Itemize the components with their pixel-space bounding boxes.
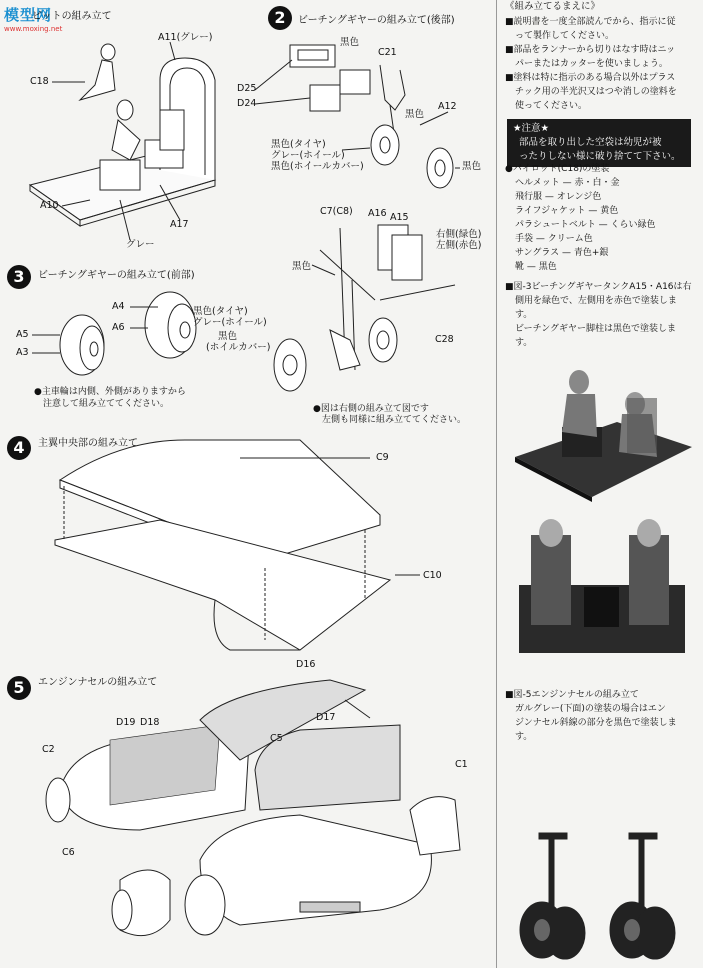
step1-title: ピットの組み立て xyxy=(32,11,112,22)
label-c21: C21 xyxy=(378,47,397,58)
step4-number: 4 xyxy=(7,436,31,460)
note-line: 側用を緑色で、左側用を赤色で塗装しま xyxy=(515,296,677,306)
note-line: ■部品をランナーから切りはなす時はニッ xyxy=(505,45,676,55)
seats-photo-2 xyxy=(509,505,695,660)
label-c6: C6 xyxy=(62,847,75,858)
label-wheel-front: グレー(ホイール) xyxy=(193,317,267,328)
label-black-2: 黒色 xyxy=(405,109,425,120)
note-line: ■図-5エンジンナセルの組み立て xyxy=(505,690,639,700)
label-d19: D19 xyxy=(116,717,136,728)
caution-line: 部品を取り出した空袋は幼児が被 xyxy=(519,137,662,148)
engine-nacelle-drawing xyxy=(46,680,460,936)
label-black-3: 黒色 xyxy=(462,161,482,172)
note-line: パーまたはカッターを使いましょう。 xyxy=(515,59,668,69)
caution-title: ★注意★ xyxy=(513,123,550,134)
sidebar-heading: 《組み立てるまえに》 xyxy=(505,1,601,12)
label-right-green: 右側(緑色) xyxy=(436,229,482,240)
label-d16: D16 xyxy=(296,659,316,670)
label-wheel: グレー(ホイール) xyxy=(271,150,345,161)
label-cover: 黒色(ホイールカバー) xyxy=(271,161,364,172)
note-line: ビーチングギヤー脚柱は黒色で塗装しま xyxy=(515,324,677,334)
note-left-side: 左側も同様に組み立ててください。 xyxy=(322,415,467,425)
label-a5: A5 xyxy=(16,329,29,340)
label-a4: A4 xyxy=(112,301,125,312)
label-a17: A17 xyxy=(170,219,189,230)
note-line: す。 xyxy=(515,338,533,348)
wing-center-drawing xyxy=(55,440,420,650)
pilot-paint-heading: ●パイロット(C18)の塗装 xyxy=(505,164,610,174)
label-d24: D24 xyxy=(237,98,257,109)
label-left-red: 左側(赤色) xyxy=(436,240,482,251)
label-cover-front: (ホイルカバー) xyxy=(206,342,271,353)
label-c5: C5 xyxy=(270,733,283,744)
cockpit-photo-1-art xyxy=(507,362,695,502)
note-read-manual xyxy=(505,15,676,43)
caution-box xyxy=(507,119,691,167)
label-d25: D25 xyxy=(237,83,257,94)
step2-number: 2 xyxy=(268,6,292,30)
label-black-strut: 黒色 xyxy=(292,261,312,272)
step3-title: ビーチングギヤーの組み立て(前部) xyxy=(38,270,195,281)
sidebar xyxy=(496,0,703,968)
label-c10: C10 xyxy=(423,570,442,581)
label-c2: C2 xyxy=(42,744,55,755)
note-line: す。 xyxy=(515,732,533,742)
strut-assembly-drawing xyxy=(274,225,455,391)
label-c18: C18 xyxy=(30,76,49,87)
label-a10: A10 xyxy=(40,200,59,211)
caution-line: ったりしない様に破り捨てて下さい。 xyxy=(519,151,681,162)
gear-photo-3 xyxy=(507,815,697,965)
label-c1: C1 xyxy=(455,759,468,770)
step4-title: 主翼中央部の組み立て xyxy=(38,438,138,449)
label-c7: C7(C8) xyxy=(320,206,353,217)
paint-item: パラシュートベルト — くらい緑色 xyxy=(515,220,656,230)
step3-number: 3 xyxy=(7,265,31,289)
note-cut-parts xyxy=(505,43,675,71)
note-main-wheels: ●主車輪は内側、外側がありますから xyxy=(34,387,186,397)
note-line: ■説明書を一度全部読んでから、指示に従 xyxy=(505,17,676,27)
paint-item: 飛行服 — オレンジ色 xyxy=(515,192,602,202)
fig3-note xyxy=(505,280,692,350)
fig5-note xyxy=(505,688,677,744)
step2-title: ビーチングギヤーの組み立て(後部) xyxy=(298,15,455,26)
note-line: ガルグレー(下面)の塗装の場合はエン xyxy=(515,704,666,714)
label-tire: 黒色(タイヤ) xyxy=(271,139,326,150)
seats-photo-2-art xyxy=(509,505,695,660)
watermark-logo: 模型网 www.moxing.net xyxy=(4,6,63,33)
note-paint xyxy=(505,71,677,113)
note-line: ジンナセル斜線の部分を黒色で塗装しま xyxy=(515,718,677,728)
label-d17: D17 xyxy=(316,712,336,723)
cockpit-photo-1 xyxy=(507,362,695,502)
note-line: 使ってください。 xyxy=(515,101,588,111)
label-black-1: 黒色 xyxy=(340,37,360,48)
paint-item: ヘルメット — 赤・白・金 xyxy=(515,178,620,188)
note-line: ■図-3ビーチングギヤータンクA15・A16は右 xyxy=(505,282,692,292)
label-grey: グレー xyxy=(126,239,155,250)
note-line: って製作してください。 xyxy=(515,31,615,41)
label-a15: A15 xyxy=(390,212,409,223)
pilot-paint-list xyxy=(505,162,656,274)
paint-item: 手袋 — クリーム色 xyxy=(515,234,593,244)
paint-item: ライフジャケット — 黄色 xyxy=(515,206,619,216)
label-c9: C9 xyxy=(376,452,389,463)
label-a11: A11(グレー) xyxy=(158,32,213,43)
note-line: す。 xyxy=(515,310,533,320)
step5-title: エンジンナセルの組み立て xyxy=(38,677,158,688)
label-a12: A12 xyxy=(438,101,457,112)
note-line: ■塗料は特に指示のある場合以外はプラス xyxy=(505,73,676,83)
paint-item: サングラス — 青色+銀 xyxy=(515,248,609,258)
note-assemble-carefully: 注意して組み立ててください。 xyxy=(43,399,170,409)
paint-item: 靴 — 黒色 xyxy=(515,262,557,272)
note-right-side: ●図は右側の組み立て図です xyxy=(313,404,429,414)
label-black-front: 黒色 xyxy=(218,331,238,342)
label-a16: A16 xyxy=(368,208,387,219)
label-tire-front: 黒色(タイヤ) xyxy=(193,306,248,317)
step5-number: 5 xyxy=(7,676,31,700)
label-c28: C28 xyxy=(435,334,454,345)
label-a3: A3 xyxy=(16,347,29,358)
gear-photo-3-art xyxy=(507,815,697,965)
label-d18: D18 xyxy=(140,717,160,728)
label-a6: A6 xyxy=(112,322,125,333)
note-line: チック用の半光沢又はつや消しの塗料を xyxy=(515,87,677,97)
